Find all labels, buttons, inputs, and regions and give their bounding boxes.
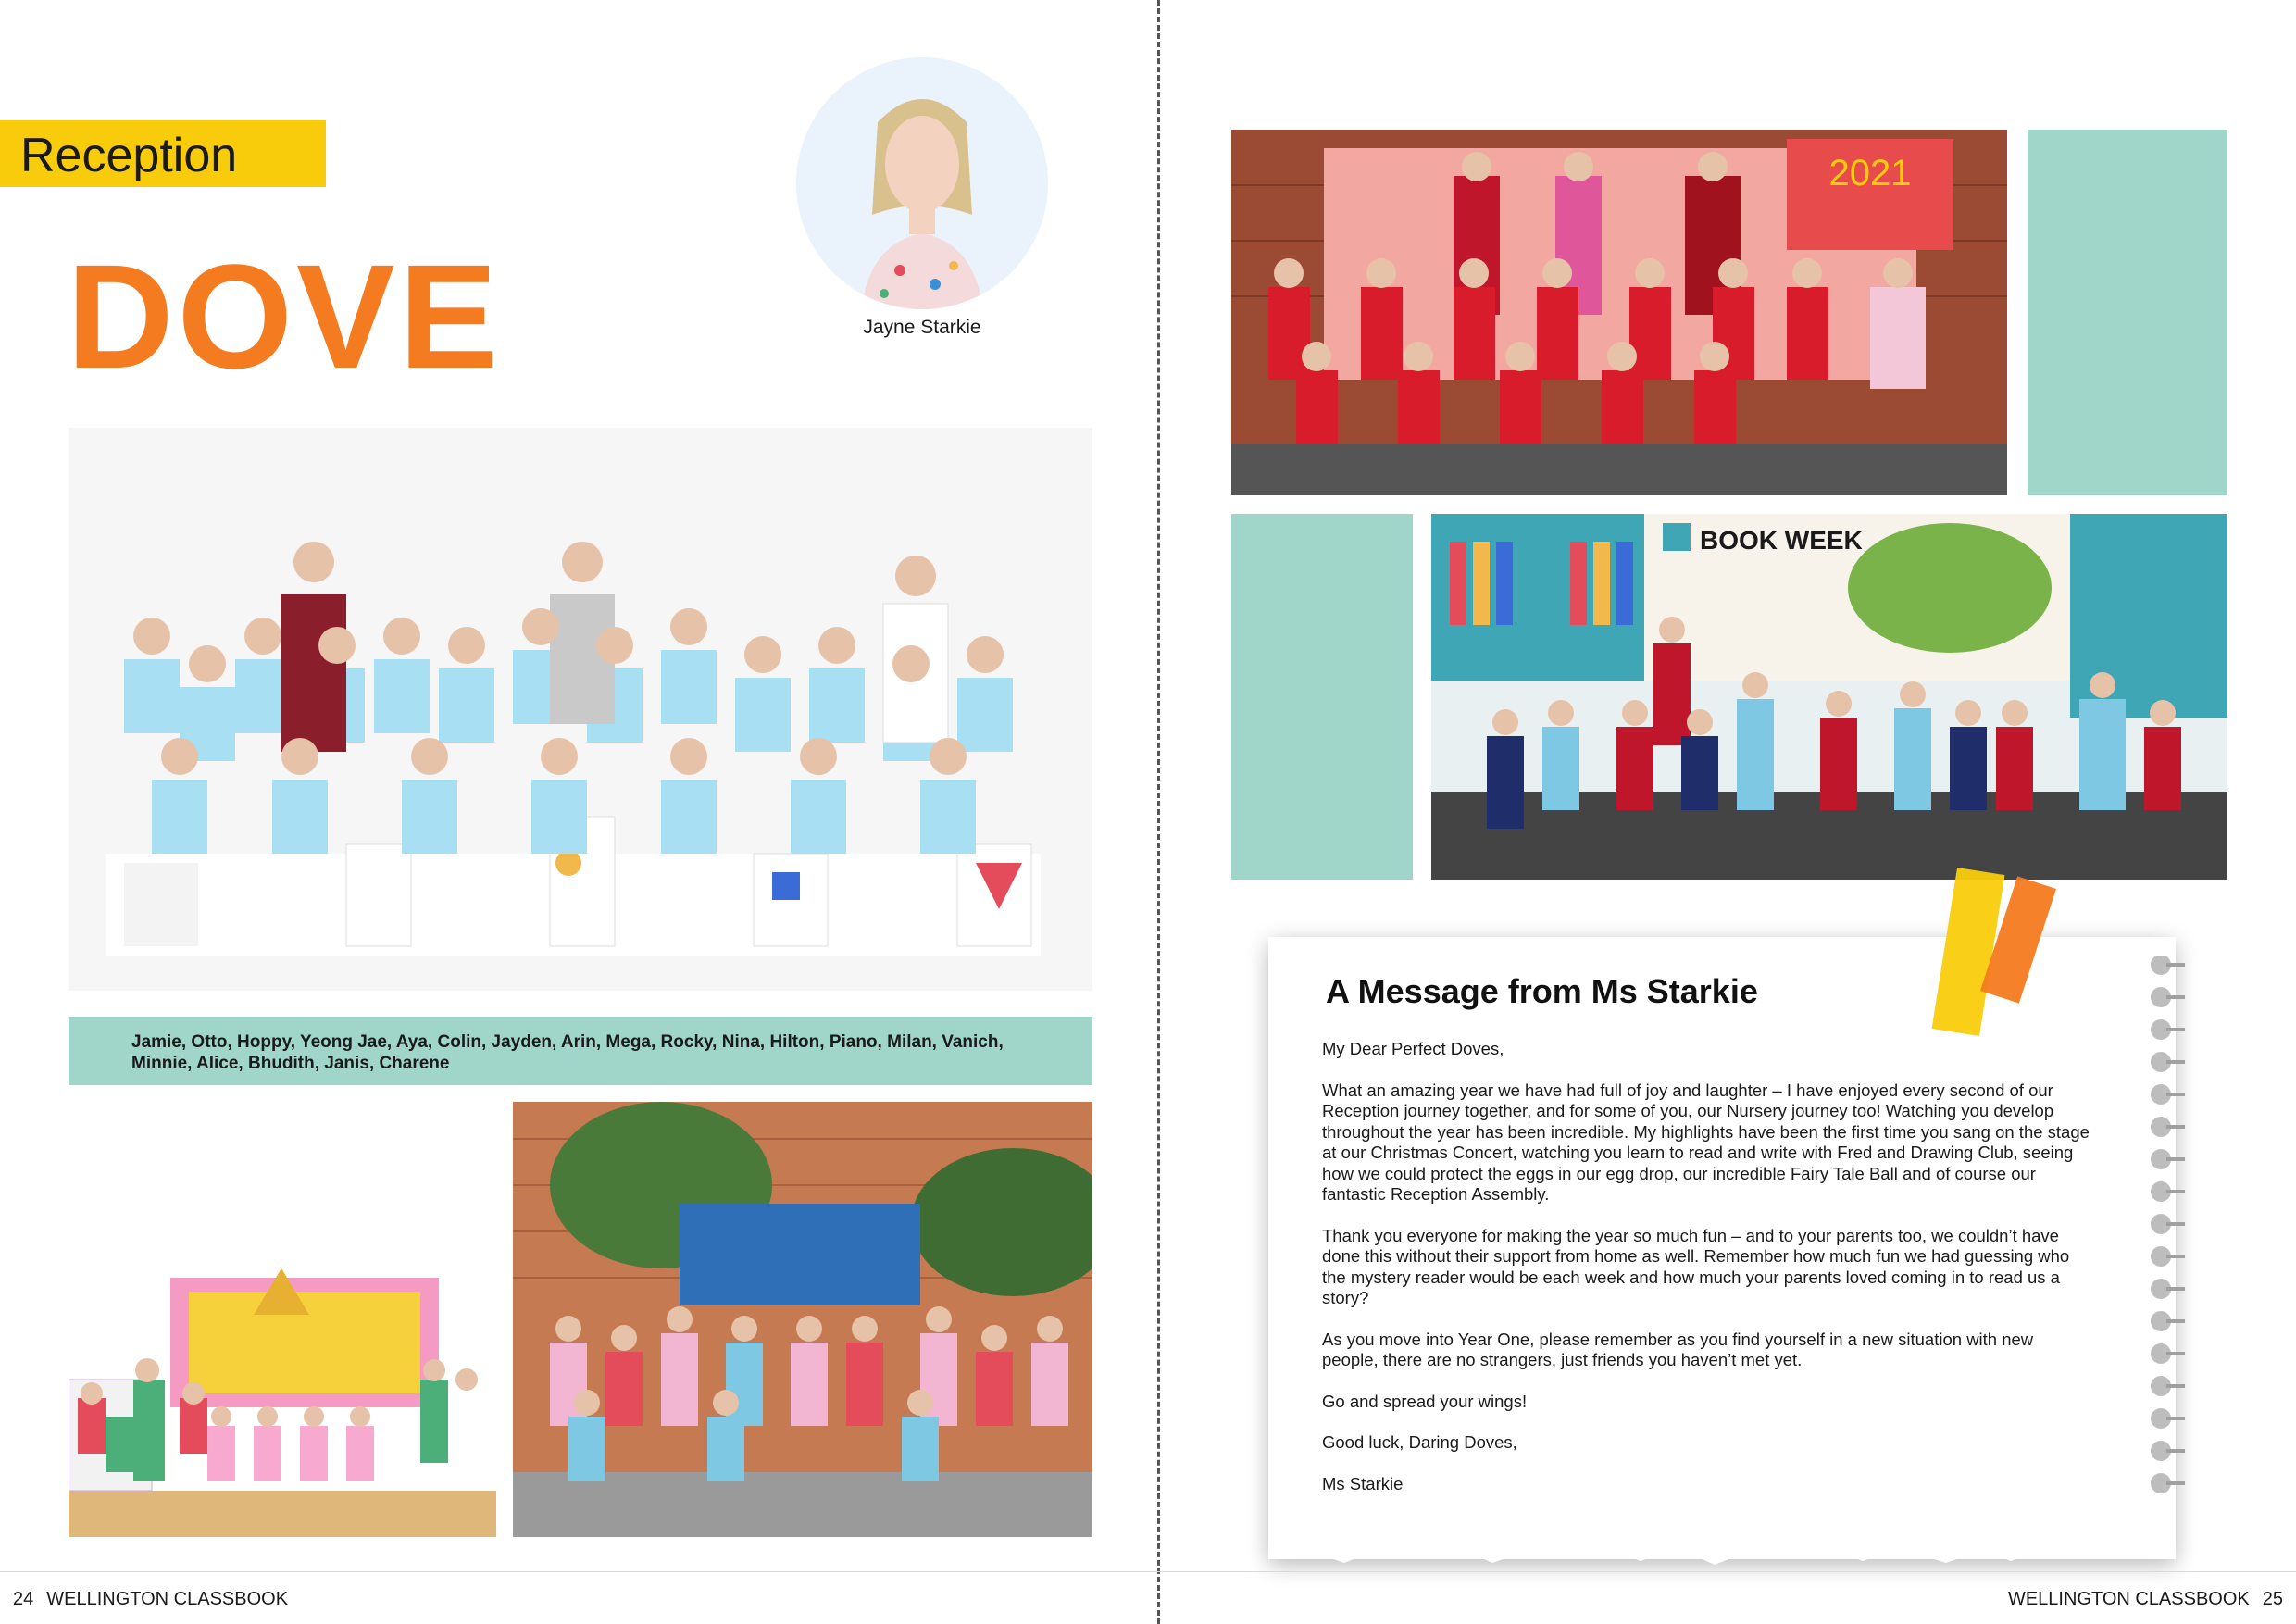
- student-names: Jamie, Otto, Hoppy, Yeong Jae, Aya, Colin, Jayden, Arin, Mega, Rocky, Nina, Hilton, Piano, Milan, Vanich, Minnie, Alice, Bhudith, Janis, Charene: [131, 1032, 1004, 1073]
- banner-year: 2021: [1828, 153, 1912, 194]
- notebook-rings: [2148, 956, 2185, 1502]
- torn-paper-edge: [1252, 1518, 2192, 1574]
- mint-block-middle: [1231, 514, 1413, 880]
- footer-right: [2008, 1589, 2296, 1610]
- message-paragraph: My Dear Perfect Doves,: [1322, 1039, 1504, 1058]
- message-paragraph: As you move into Year One, please remember as you find yourself in a new situation with new people, there are no strangers, just friends you haven’t met yet.: [1322, 1329, 2034, 1369]
- class-title: DOVE: [67, 233, 502, 399]
- book-week-photo: [1431, 514, 2227, 880]
- footer-title-left: WELLINGTON CLASSBOOK: [46, 1589, 289, 1609]
- page-spine-divider: [1157, 0, 1160, 1624]
- message-signature: Ms Starkie: [1322, 1473, 1404, 1493]
- lunar-new-year-photo: [1231, 130, 2007, 495]
- page-number-right: 25: [2262, 1589, 2283, 1609]
- section-tag: [0, 120, 326, 187]
- footer-left: [0, 1589, 288, 1610]
- event-photo-krathong: [513, 1102, 1092, 1537]
- footer-rule: [0, 1571, 2296, 1572]
- section-tag-label: Reception: [20, 129, 238, 182]
- footer-title-right: WELLINGTON CLASSBOOK: [2007, 1589, 2250, 1609]
- class-group-photo: [69, 428, 1092, 991]
- teacher-name: Jayne Starkie: [863, 317, 981, 338]
- message-paragraph: What an amazing year we have had full of joy and laughter – I have enjoyed every second of our Reception journey together, and for some of you, our Nursery journey too! Watching you develop throughout the year has been incredible. My highlights have been the first time you sang on the stage at our Christmas Concert, watching you learn to read and write with Fred and Drawing Club, seeing how we could protect the eggs in our egg drop, our incredible Fairy Tale Ball and of course our fantastic Reception Assembly.: [1322, 1080, 2090, 1204]
- message-title: A Message from Ms Starkie: [1326, 972, 1758, 1010]
- message-paragraph: Good luck, Daring Doves,: [1322, 1432, 1517, 1452]
- event-photo-stage: [69, 1102, 496, 1537]
- mint-block-top: [2028, 130, 2227, 495]
- teacher-portrait: [796, 57, 1048, 309]
- message-paragraph: Go and spread your wings!: [1322, 1391, 1528, 1411]
- message-body: [1322, 1039, 2090, 1515]
- book-week-label: BOOK WEEK: [1700, 526, 1863, 555]
- page-number-left: 24: [13, 1589, 34, 1609]
- message-paragraph: Thank you everyone for making the year so much fun – and to your parents too, we couldn’t have done this without their support from home as well. Remember how much fun we had guessing who the mystery reader would be each week and how much your parents loved coming in to read us a story?: [1322, 1225, 2070, 1307]
- student-names-bar: [69, 1017, 1092, 1085]
